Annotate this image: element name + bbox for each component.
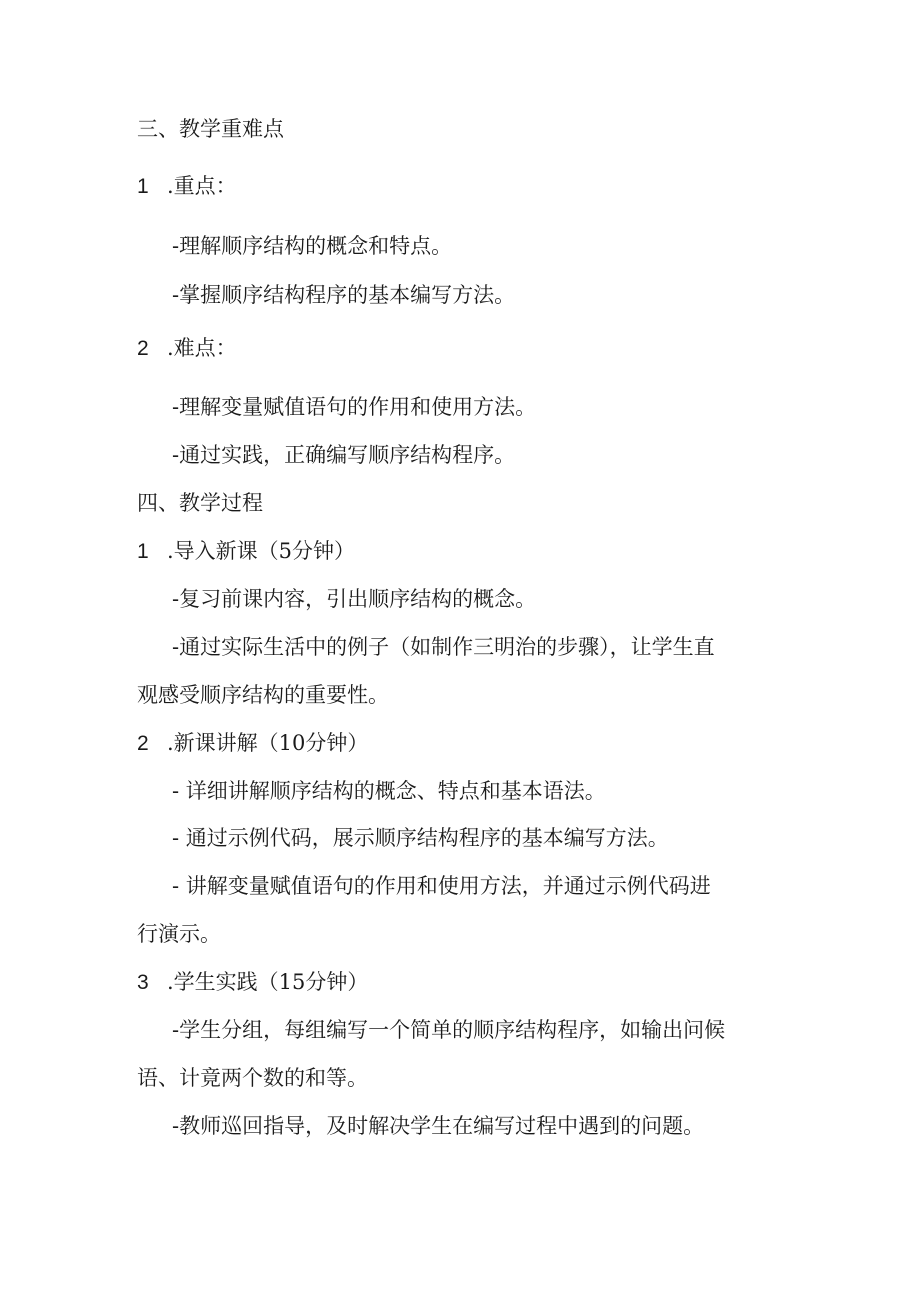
item-label: .导入新课（5分钟） [167, 539, 356, 563]
item-number: 2 [137, 732, 149, 755]
bullet-line: -掌握顺序结构程序的基本编写方法。 [172, 283, 516, 307]
item-number: 2 [137, 337, 149, 360]
bullet-line: -理解变量赋值语句的作用和使用方法。 [172, 395, 537, 419]
bullet-line: - 讲解变量赋值语句的作用和使用方法，并通过示例代码进 [172, 874, 711, 898]
bullet-line: -理解顺序结构的概念和特点。 [172, 234, 453, 258]
section-heading-4: 四、教学过程 [137, 491, 263, 515]
item-label: .学生实践（15分钟） [167, 970, 369, 994]
item-heading-intro [137, 537, 797, 566]
bullet-line: - 详细讲解顺序结构的概念、特点和基本语法。 [172, 779, 606, 803]
bullet-continuation: 观感受顺序结构的重要性。 [137, 683, 389, 707]
bullet-line: -复习前课内容，引出顺序结构的概念。 [172, 587, 537, 611]
item-label: .重点： [167, 174, 237, 198]
item-heading-key-points [137, 172, 797, 201]
item-number: 3 [137, 971, 149, 994]
item-label: .新课讲解（10分钟） [167, 731, 369, 755]
bullet-line: -教师巡回指导，及时解决学生在编写过程中遇到的问题。 [172, 1114, 705, 1138]
item-heading-practice [137, 968, 797, 997]
bullet-continuation: 语、计竟两个数的和等。 [137, 1066, 368, 1090]
bullet-line: -通过实际生活中的例子（如制作三明治的步骤），让学生直 [172, 635, 715, 659]
bullet-line: - 通过示例代码，展示顺序结构程序的基本编写方法。 [172, 826, 669, 850]
bullet-line: -学生分组，每组编写一个简单的顺序结构程序，如输出问候 [172, 1018, 726, 1042]
bullet-continuation: 行演示。 [137, 922, 221, 946]
item-heading-lecture [137, 729, 797, 758]
item-number: 1 [137, 175, 149, 198]
item-label: .难点： [167, 336, 237, 360]
section-heading-3: 三、教学重难点 [137, 117, 284, 141]
bullet-line: -通过实践，正确编写顺序结构程序。 [172, 443, 516, 467]
item-number: 1 [137, 540, 149, 563]
item-heading-difficulties [137, 334, 797, 363]
